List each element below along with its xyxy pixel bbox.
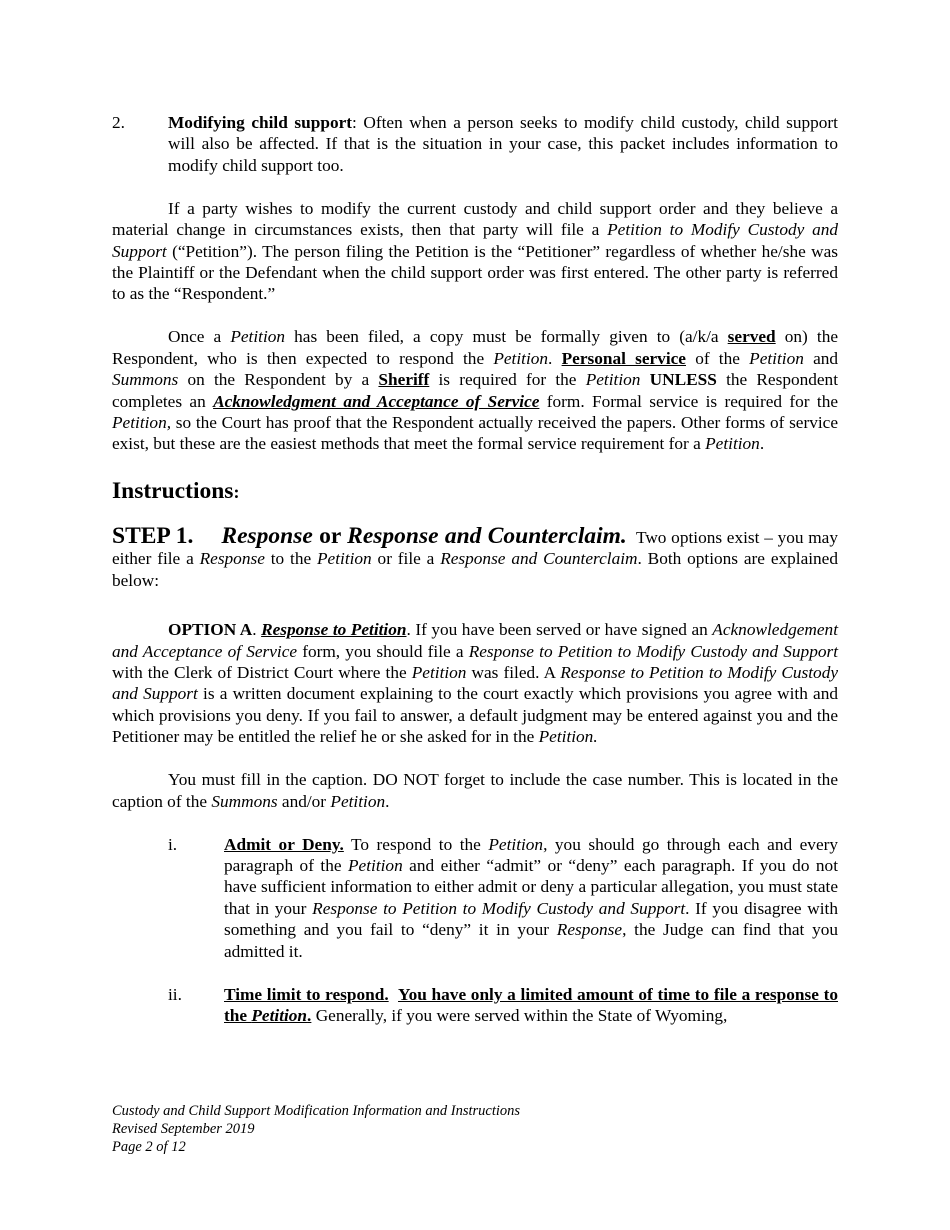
page-footer	[112, 1102, 520, 1156]
list-item-2: 2. Modifying child support: Often when a person seeks to modify child custody, child support will also be affected. If that is the situation in your case, this packet includes information to modify child support too.	[112, 113, 838, 175]
document-body	[112, 112, 838, 1026]
step-1-heading: STEP 1. Response or Response and Counterclaim.	[112, 522, 627, 549]
step-1: STEP 1. Response or Response and Counterclaim. Two options exist – you may either file a Response to the Petition or file a Response and Counterclaim. Both options are explained below:	[112, 522, 838, 590]
item-number: 2.	[112, 113, 125, 132]
option-a-paragraph: OPTION A. Response to Petition. If you have been served or have signed an Acknowledgement and Acceptance of Service form, you should file a Response to Petition to Modify Custody and Support with the Clerk of District Court where the Petition was filed. A Response to Petition to Modify Custody and Support is a written document explaining to the court exactly which provisions you agree with and which provisions you deny. If you fail to answer, a default judgment may be entered against you and the Petitioner may be entitled the relief he or she asked for in the Petition.	[112, 620, 839, 747]
caption-paragraph: You must fill in the caption. DO NOT forget to include the case number. This is located in the caption of the Summons and/or Petition.	[112, 770, 838, 811]
service-paragraph: Once a Petition has been filed, a copy must be formally given to (a/k/a served on) the Respondent, who is then expected to respond the Petition. Personal service of the Petition and Summons on the Respondent by a Sheriff is required for the Petition UNLESS the Respondent completes an Acknowledgment and Acceptance of Service form. Formal service is required for the Petition, so the Court has proof that the Respondent actually received the papers. Other forms of service exist, but these are the easiest methods that meet the formal service requirement for a Petition.	[112, 327, 839, 454]
sub-item-ii: ii. Time limit to respond. You have only a limited amount of time to file a response to the Petition. Generally, if you were served within the State of Wyoming,	[168, 984, 839, 1025]
footer-page-number: Page 2 of 12	[112, 1139, 186, 1155]
footer-title: Custody and Child Support Modification Information and Instructions	[112, 1103, 521, 1119]
petition-paragraph: If a party wishes to modify the current custody and child support order and they believe a material change in circumstances exists, then that party will file a Petition to Modify Custody and Support (“Petition”). The person filing the Petition is the “Petitioner” regardless of whether he/she was the Plaintiff or the Defendant when the child support order was first entered. The other party is referred to as the “Respondent.”	[112, 198, 838, 304]
instructions-heading: Instructions:	[112, 477, 240, 504]
footer-revision: Revised September 2019	[112, 1121, 255, 1137]
sub-item-i: i. Admit or Deny. To respond to the Petition, you should go through each and every paragraph of the Petition and either “admit” or “deny” each paragraph. If you do not have sufficient information to either admit or deny a particular allegation, you must state that in your Response to Petition to Modify Custody and Support. If you disagree with something and you fail to “deny” it in your Response, the Judge can find that you admitted it.	[168, 834, 839, 961]
item-title: Modifying child support	[168, 113, 353, 132]
